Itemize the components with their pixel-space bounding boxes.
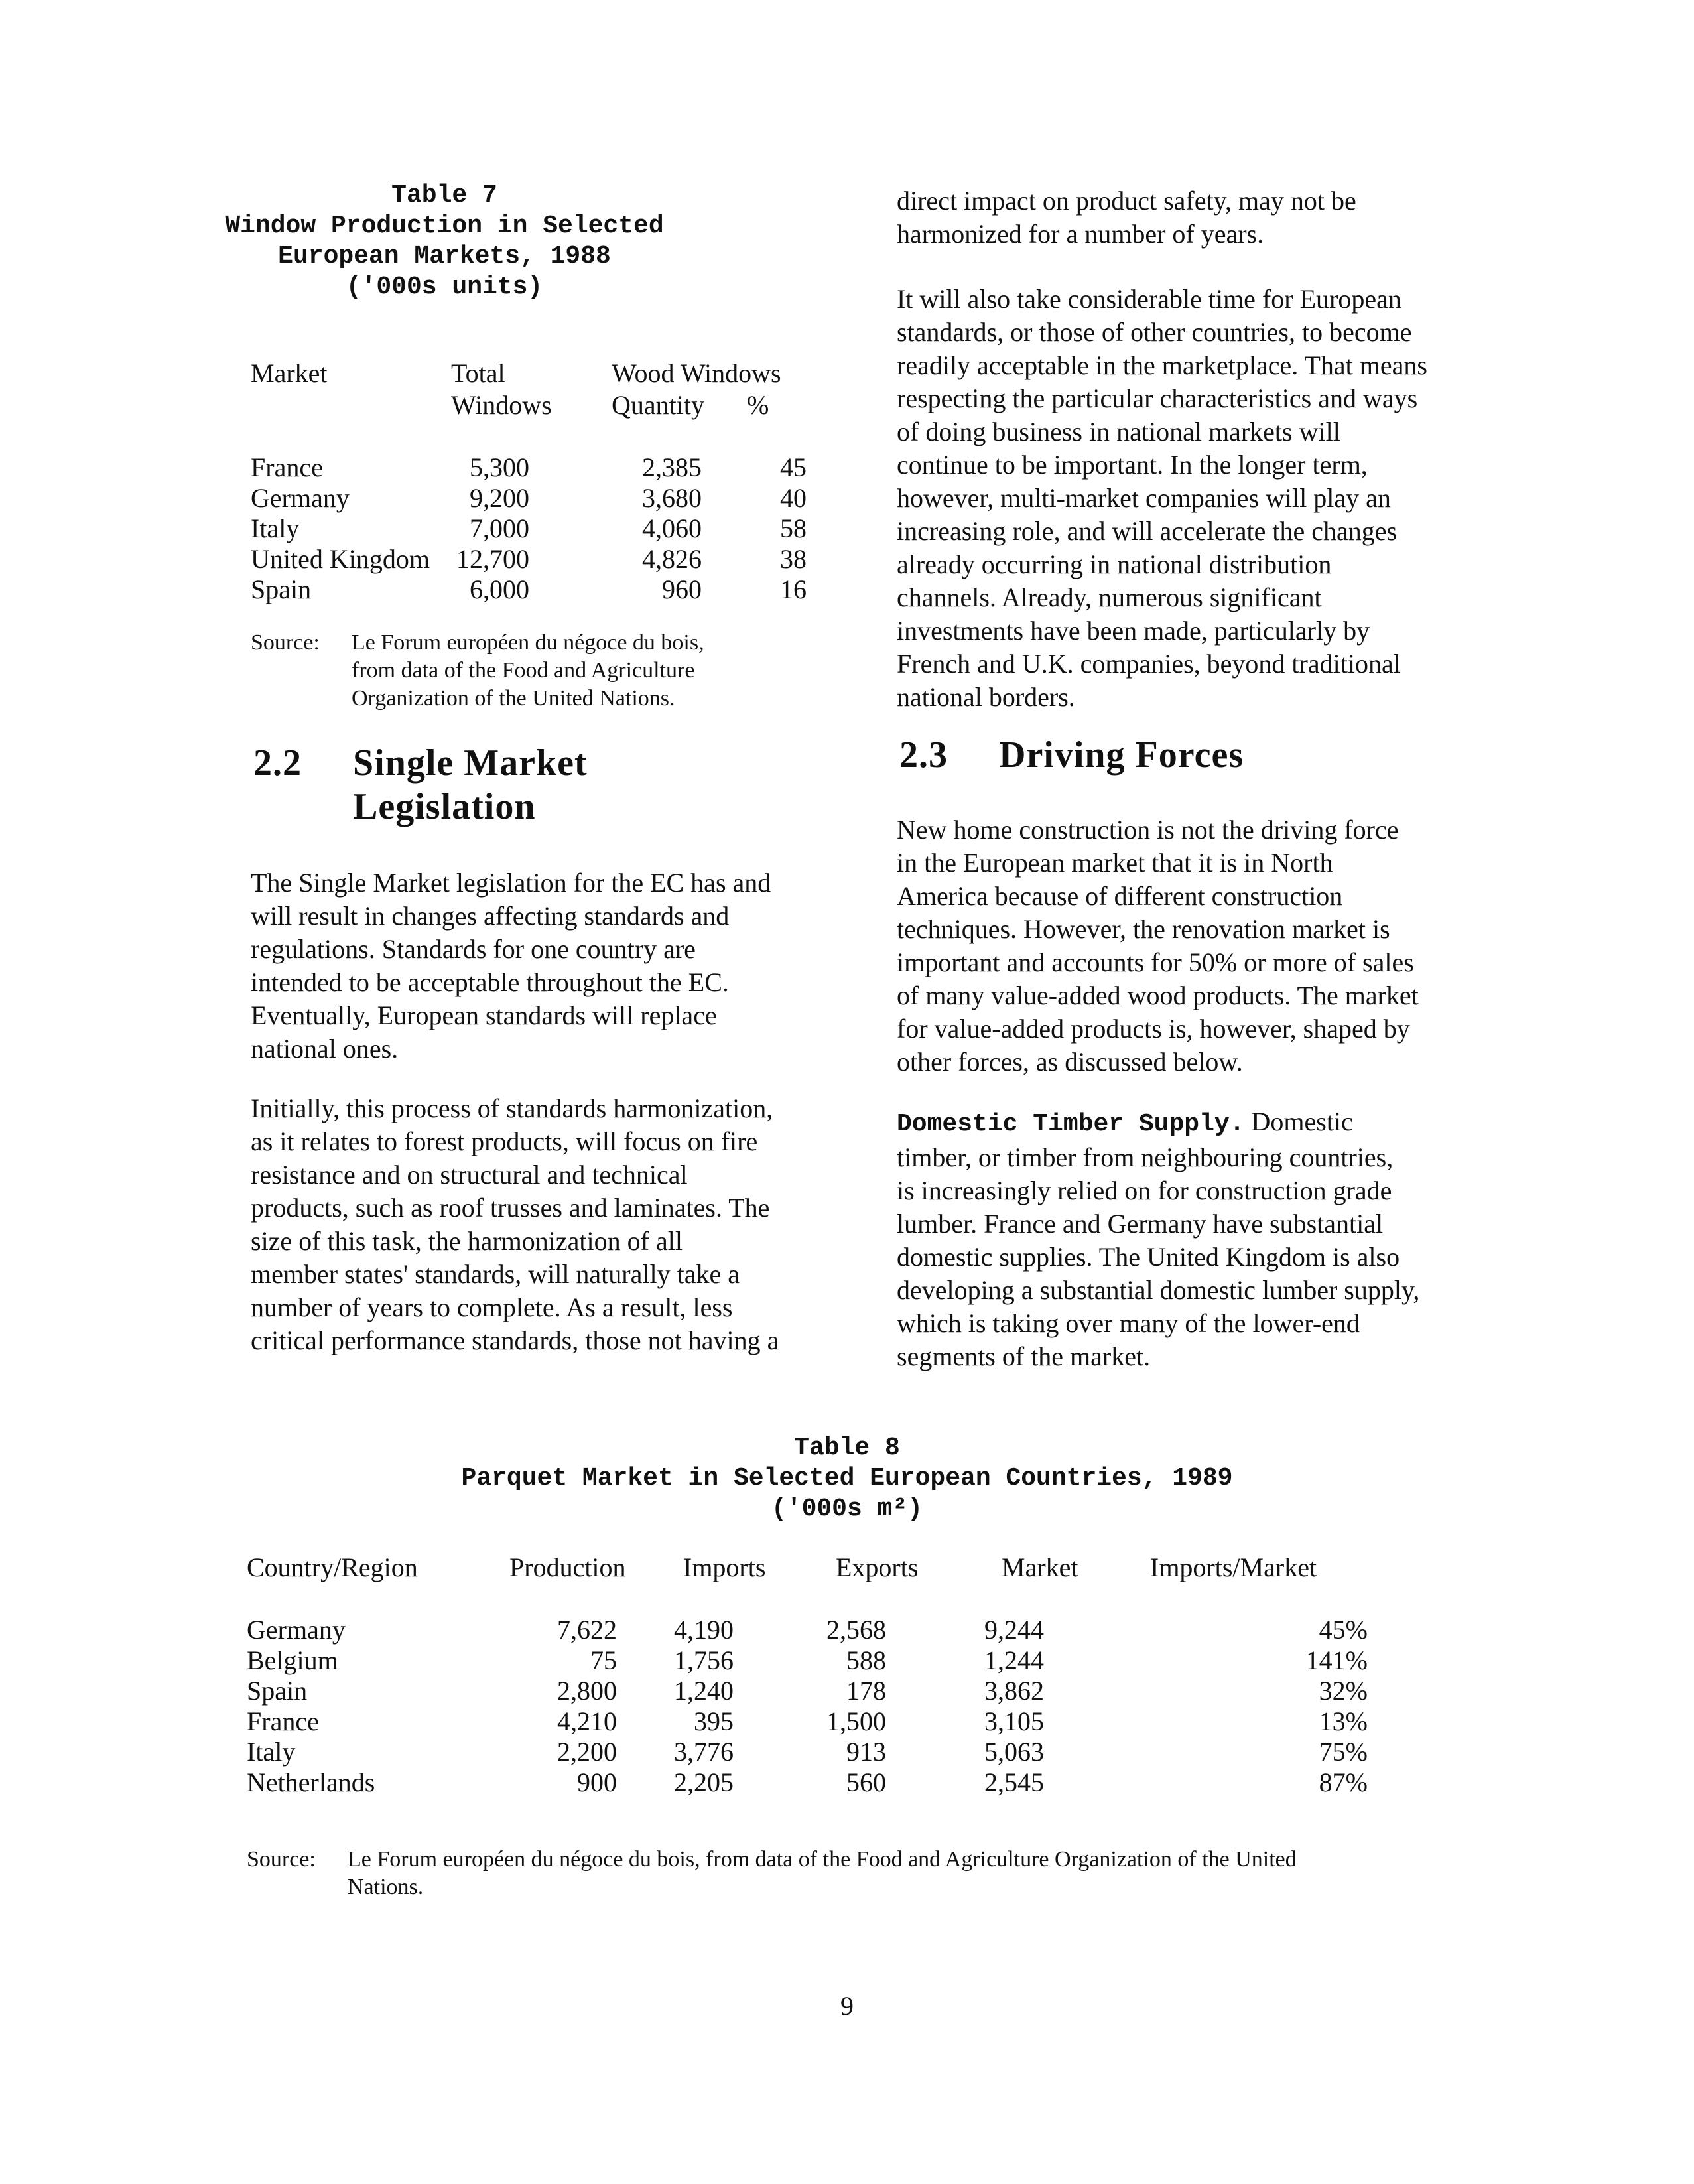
table8-cell: 32% — [1319, 1676, 1368, 1706]
table8-source-line: Le Forum européen du négoce du bois, from data of the Food and Agriculture Organization of the United — [348, 1847, 1297, 1872]
section-title-line: Single Market — [353, 742, 588, 784]
text-line: techniques. However, the renovation market is — [897, 914, 1390, 944]
text-line: member states' standards, will naturally take a — [251, 1259, 740, 1289]
text-line: number of years to complete. As a result, less — [251, 1292, 733, 1322]
table-row — [251, 452, 848, 483]
table7-header-windows: Windows — [451, 390, 552, 420]
table8-cell: 2,568 — [826, 1615, 886, 1645]
table8-cell: 45% — [1319, 1615, 1368, 1645]
text-line: New home construction is not the driving force — [897, 815, 1399, 845]
text-line: size of this task, the harmonization of all — [251, 1226, 683, 1256]
text-line: domestic supplies. The United Kingdom is also — [897, 1242, 1400, 1272]
text-line: It will also take considerable time for European — [897, 284, 1401, 314]
table7-cell-quantity: 2,385 — [642, 452, 702, 482]
table-row — [247, 1706, 1374, 1737]
table7-cell-percent: 40 — [780, 483, 807, 513]
table8-cell: 178 — [846, 1676, 886, 1706]
table7-cell-quantity: 4,060 — [642, 513, 702, 543]
table-row — [247, 1676, 1374, 1706]
table8-cell: Italy — [247, 1737, 296, 1767]
text-run: Domestic — [1244, 1107, 1353, 1136]
table-row — [247, 1767, 1374, 1798]
text-line: for value-added products is, however, shaped by — [897, 1014, 1410, 1044]
table7-caption-line: ('000s units) — [346, 273, 543, 301]
table-row — [247, 1615, 1374, 1645]
table7-cell-total: 6,000 — [470, 575, 529, 604]
table7-caption — [126, 180, 763, 303]
section-number: 2.3 — [899, 734, 948, 776]
text-line: which is taking over many of the lower-end — [897, 1308, 1360, 1338]
table7-cell-total: 12,700 — [456, 544, 529, 574]
table7-cell-percent: 38 — [780, 544, 807, 574]
table8 — [247, 1552, 1374, 1818]
table8-cell: 4,210 — [557, 1706, 617, 1736]
table8-cell: 3,776 — [674, 1737, 734, 1767]
text-line: The Single Market legislation for the EC has and — [251, 868, 771, 898]
table7-cell-market: Italy — [251, 513, 300, 543]
table8-cell: 4,190 — [674, 1615, 734, 1645]
text-line: regulations. Standards for one country are — [251, 934, 696, 964]
table7-caption-line: Table 7 — [391, 181, 497, 210]
table8-cell: 900 — [577, 1767, 617, 1797]
text-line: continue to be important. In the longer term, — [897, 450, 1368, 480]
table-row — [251, 483, 848, 513]
table8-cell: 9,244 — [984, 1615, 1044, 1645]
table8-cell: 2,205 — [674, 1767, 734, 1797]
section-title-line: Legislation — [353, 786, 536, 827]
table7-cell-total: 7,000 — [470, 513, 529, 543]
table7-cell-quantity: 3,680 — [642, 483, 702, 513]
text-line: other forces, as discussed below. — [897, 1047, 1243, 1077]
table8-cell: 560 — [846, 1767, 886, 1797]
paragraph — [897, 1105, 1494, 1373]
text-line: readily acceptable in the marketplace. That means — [897, 350, 1427, 380]
text-line: developing a substantial domestic lumber supply, — [897, 1275, 1420, 1305]
table7-source-line: Organization of the United Nations. — [352, 686, 675, 711]
text-line: as it relates to forest products, will focus on fire — [251, 1126, 758, 1156]
text-line: in the European market that it is in North — [897, 848, 1333, 878]
table-row — [247, 1645, 1374, 1676]
paragraph — [897, 813, 1494, 1079]
table8-header-cell: Exports — [836, 1552, 919, 1582]
text-line: America because of different construction — [897, 881, 1343, 911]
table8-cell: 2,545 — [984, 1767, 1044, 1797]
table7-source-label: Source: — [251, 630, 320, 655]
table8-cell: 1,244 — [984, 1645, 1044, 1675]
table-row — [251, 544, 848, 575]
table8-cell: 913 — [846, 1737, 886, 1767]
paragraph — [897, 283, 1494, 714]
table8-caption-line: ('000s m²) — [771, 1495, 923, 1523]
table7-cell-total: 5,300 — [470, 452, 529, 482]
text-line: of doing business in national markets will — [897, 417, 1340, 446]
table8-caption-line: Table 8 — [794, 1434, 900, 1462]
table8-cell: 87% — [1319, 1767, 1368, 1797]
text-line: investments have been made, particularly by — [897, 616, 1370, 646]
text-line: of many value-added wood products. The market — [897, 981, 1419, 1010]
table-row — [251, 513, 848, 544]
table7-cell-percent: 58 — [780, 513, 807, 543]
table7-header-total: Total — [451, 358, 505, 388]
table8-cell: 2,200 — [557, 1737, 617, 1767]
text-line: harmonized for a number of years. — [897, 219, 1264, 249]
table8-source-line: Nations. — [348, 1875, 424, 1899]
page-number: 9 — [840, 1991, 854, 2021]
text-line: French and U.K. companies, beyond traditional — [897, 649, 1401, 679]
paragraph-continuation — [897, 184, 1494, 251]
table7-cell-total: 9,200 — [470, 483, 529, 513]
table-row — [247, 1737, 1374, 1767]
table7-cell-market: Germany — [251, 483, 350, 513]
table7-cell-quantity: 4,826 — [642, 544, 702, 574]
table8-header-cell: Market — [1002, 1552, 1078, 1582]
table7-header-wood-windows: Wood Windows — [612, 358, 781, 388]
table7-header-quantity: Quantity — [612, 390, 704, 420]
table8-caption-line: Parquet Market in Selected European Countries, 1989 — [461, 1464, 1233, 1493]
table8-cell: Germany — [247, 1615, 346, 1645]
paragraph — [251, 1092, 848, 1357]
table8-header-cell: Imports/Market — [1150, 1552, 1317, 1582]
table7-cell-percent: 45 — [780, 452, 807, 482]
table8-source-label: Source: — [247, 1847, 316, 1872]
run-in-subheading: Domestic Timber Supply. — [897, 1110, 1245, 1138]
table8-header-cell: Country/Region — [247, 1552, 418, 1582]
table8-cell: France — [247, 1706, 319, 1736]
table8-cell: 2,800 — [557, 1676, 617, 1706]
table8-cell: 13% — [1319, 1706, 1368, 1736]
text-line: channels. Already, numerous significant — [897, 582, 1322, 612]
table7-source-line: Le Forum européen du négoce du bois, — [352, 630, 704, 655]
text-line: products, such as roof trusses and laminates. The — [251, 1193, 770, 1223]
table8-caption — [350, 1433, 1344, 1525]
table7-caption-line: Window Production in Selected — [225, 212, 664, 240]
table8-cell: 1,240 — [674, 1676, 734, 1706]
text-line: Eventually, European standards will replace — [251, 1000, 717, 1030]
table8-cell: 75 — [590, 1645, 617, 1675]
table7-header-row-2 — [251, 390, 848, 421]
table8-cell: 5,063 — [984, 1737, 1044, 1767]
paragraph — [251, 866, 848, 1065]
text-line: resistance and on structural and technical — [251, 1160, 688, 1190]
text-line: national ones. — [251, 1034, 399, 1063]
table8-cell: 588 — [846, 1645, 886, 1675]
text-line — [897, 1105, 1494, 1141]
section-heading-2-3 — [899, 734, 1496, 780]
table8-cell: 395 — [694, 1706, 734, 1736]
text-line: respecting the particular characteristics and ways — [897, 383, 1418, 413]
text-line: already occurring in national distribution — [897, 549, 1332, 579]
table8-cell: 3,105 — [984, 1706, 1044, 1736]
table8-cell: Netherlands — [247, 1767, 375, 1797]
table8-cell: 3,862 — [984, 1676, 1044, 1706]
table8-header-cell: Imports — [683, 1552, 766, 1582]
table8-cell: 75% — [1319, 1737, 1368, 1767]
table7-cell-market: France — [251, 452, 323, 482]
table7-source-line: from data of the Food and Agriculture — [352, 658, 695, 683]
text-line: lumber. France and Germany have substantial — [897, 1209, 1384, 1239]
text-line: standards, or those of other countries, to become — [897, 317, 1412, 347]
text-line: however, multi-market companies will play an — [897, 483, 1391, 513]
table7-header-percent: % — [747, 390, 769, 420]
text-line: segments of the market. — [897, 1341, 1151, 1371]
table7-cell-percent: 16 — [780, 575, 807, 604]
table8-header-cell: Production — [509, 1552, 626, 1582]
table8-cell: 7,622 — [557, 1615, 617, 1645]
table8-cell: Belgium — [247, 1645, 338, 1675]
table7-cell-quantity: 960 — [662, 575, 702, 604]
table7-header-row — [251, 358, 848, 389]
table8-cell: 1,500 — [826, 1706, 886, 1736]
table7 — [251, 358, 848, 610]
table8-cell: Spain — [247, 1676, 308, 1706]
text-line: is increasingly relied on for construction grade — [897, 1176, 1392, 1205]
table7-cell-market: Spain — [251, 575, 312, 604]
table8-cell: 141% — [1305, 1645, 1368, 1675]
table8-cell: 1,756 — [674, 1645, 734, 1675]
section-title: Driving Forces — [999, 734, 1244, 776]
text-line: Initially, this process of standards harmonization, — [251, 1093, 773, 1123]
text-line: increasing role, and will accelerate the changes — [897, 516, 1398, 546]
text-line: timber, or timber from neighbouring countries, — [897, 1142, 1394, 1172]
text-line: will result in changes affecting standards and — [251, 901, 730, 931]
table7-caption-line: European Markets, 1988 — [278, 242, 611, 271]
section-heading-2-2 — [253, 742, 850, 835]
table8-header-row — [247, 1552, 1374, 1583]
text-line: important and accounts for 50% or more of sales — [897, 947, 1414, 977]
table7-header-market: Market — [251, 358, 328, 388]
table-row — [251, 575, 848, 605]
text-line: national borders. — [897, 682, 1075, 712]
text-line: direct impact on product safety, may not be — [897, 186, 1356, 216]
table7-cell-market: United Kingdom — [251, 544, 430, 574]
section-number: 2.2 — [253, 742, 302, 784]
text-line: critical performance standards, those not having a — [251, 1326, 779, 1355]
text-line: intended to be acceptable throughout the EC. — [251, 967, 729, 997]
